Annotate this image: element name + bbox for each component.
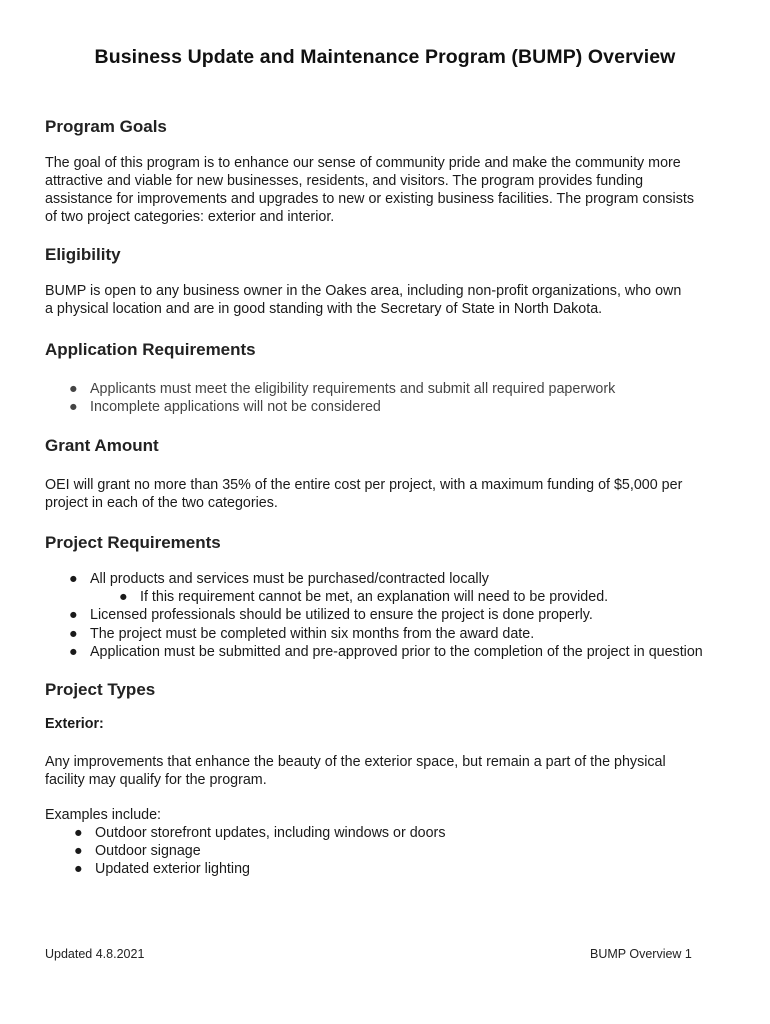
list-item: ● Outdoor signage — [74, 843, 201, 860]
list-item: ● Incomplete applications will not be considered — [69, 399, 381, 416]
paragraph-line: assistance for improvements and upgrades to new or existing business facilities. The program consists — [45, 191, 694, 207]
list-item: ● Updated exterior lighting — [74, 861, 250, 878]
examples-label: Examples include: — [45, 807, 162, 823]
bullet-icon: ● — [69, 381, 78, 397]
subheading-exterior: Exterior: — [45, 716, 104, 732]
list-item: ● Licensed professionals should be utilized to ensure the project is done properly. — [69, 607, 593, 624]
heading-project-types: Project Types — [45, 680, 156, 699]
bullet-icon: ● — [69, 399, 78, 416]
heading-grant-amount: Grant Amount — [45, 436, 159, 455]
paragraph-line: a physical location and are in good standing with the Secretary of State in North Dakota. — [45, 301, 603, 317]
list-item: ● All products and services must be purchased/contracted locally — [69, 571, 489, 587]
footer-page-label: BUMP Overview 1 — [590, 947, 692, 961]
footer-updated-date: Updated 4.8.2021 — [45, 947, 145, 961]
bullet-icon: ● — [69, 607, 78, 624]
bullet-icon: ● — [74, 861, 83, 878]
paragraph-line: BUMP is open to any business owner in the Oakes area, including non-profit organizations, who own — [45, 283, 682, 299]
bullet-icon: ● — [69, 643, 78, 660]
paragraph-line: attractive and viable for new businesses, residents, and visitors. The program provides funding — [45, 173, 644, 189]
paragraph-line: project in each of the two categories. — [45, 495, 278, 511]
list-subitem: ● If this requirement cannot be met, an explanation will need to be provided. — [119, 589, 609, 606]
paragraph-line: of two project categories: exterior and interior. — [45, 209, 335, 225]
heading-eligibility: Eligibility — [45, 245, 121, 264]
bullet-icon: ● — [69, 571, 78, 587]
heading-program-goals: Program Goals — [45, 117, 167, 136]
heading-application-requirements: Application Requirements — [45, 340, 256, 359]
list-item: ● The project must be completed within six months from the award date. — [69, 625, 535, 642]
paragraph-line: The goal of this program is to enhance our sense of community pride and make the community more — [45, 155, 681, 171]
document-title: Business Update and Maintenance Program (BUMP) Overview — [94, 46, 676, 68]
heading-project-requirements: Project Requirements — [45, 533, 221, 552]
list-exterior-examples — [50, 824, 445, 879]
paragraph-line: facility may qualify for the program. — [45, 772, 267, 788]
list-item: ● Applicants must meet the eligibility requirements and submit all required paperwork — [69, 381, 616, 397]
paragraph-line: Any improvements that enhance the beauty of the exterior space, but remain a part of the physical — [45, 754, 666, 770]
bullet-icon: ● — [119, 589, 128, 606]
bullet-icon: ● — [74, 825, 83, 841]
list-project-requirements — [45, 570, 703, 661]
list-item: ● Application must be submitted and pre-approved prior to the completion of the project in question — [69, 643, 703, 660]
list-application-requirements — [45, 380, 615, 416]
list-item: ● Outdoor storefront updates, including windows or doors — [74, 825, 446, 841]
paragraph-line: OEI will grant no more than 35% of the entire cost per project, with a maximum funding of $5,000 per — [45, 477, 683, 493]
bullet-icon: ● — [69, 625, 78, 642]
bullet-icon: ● — [74, 843, 83, 860]
